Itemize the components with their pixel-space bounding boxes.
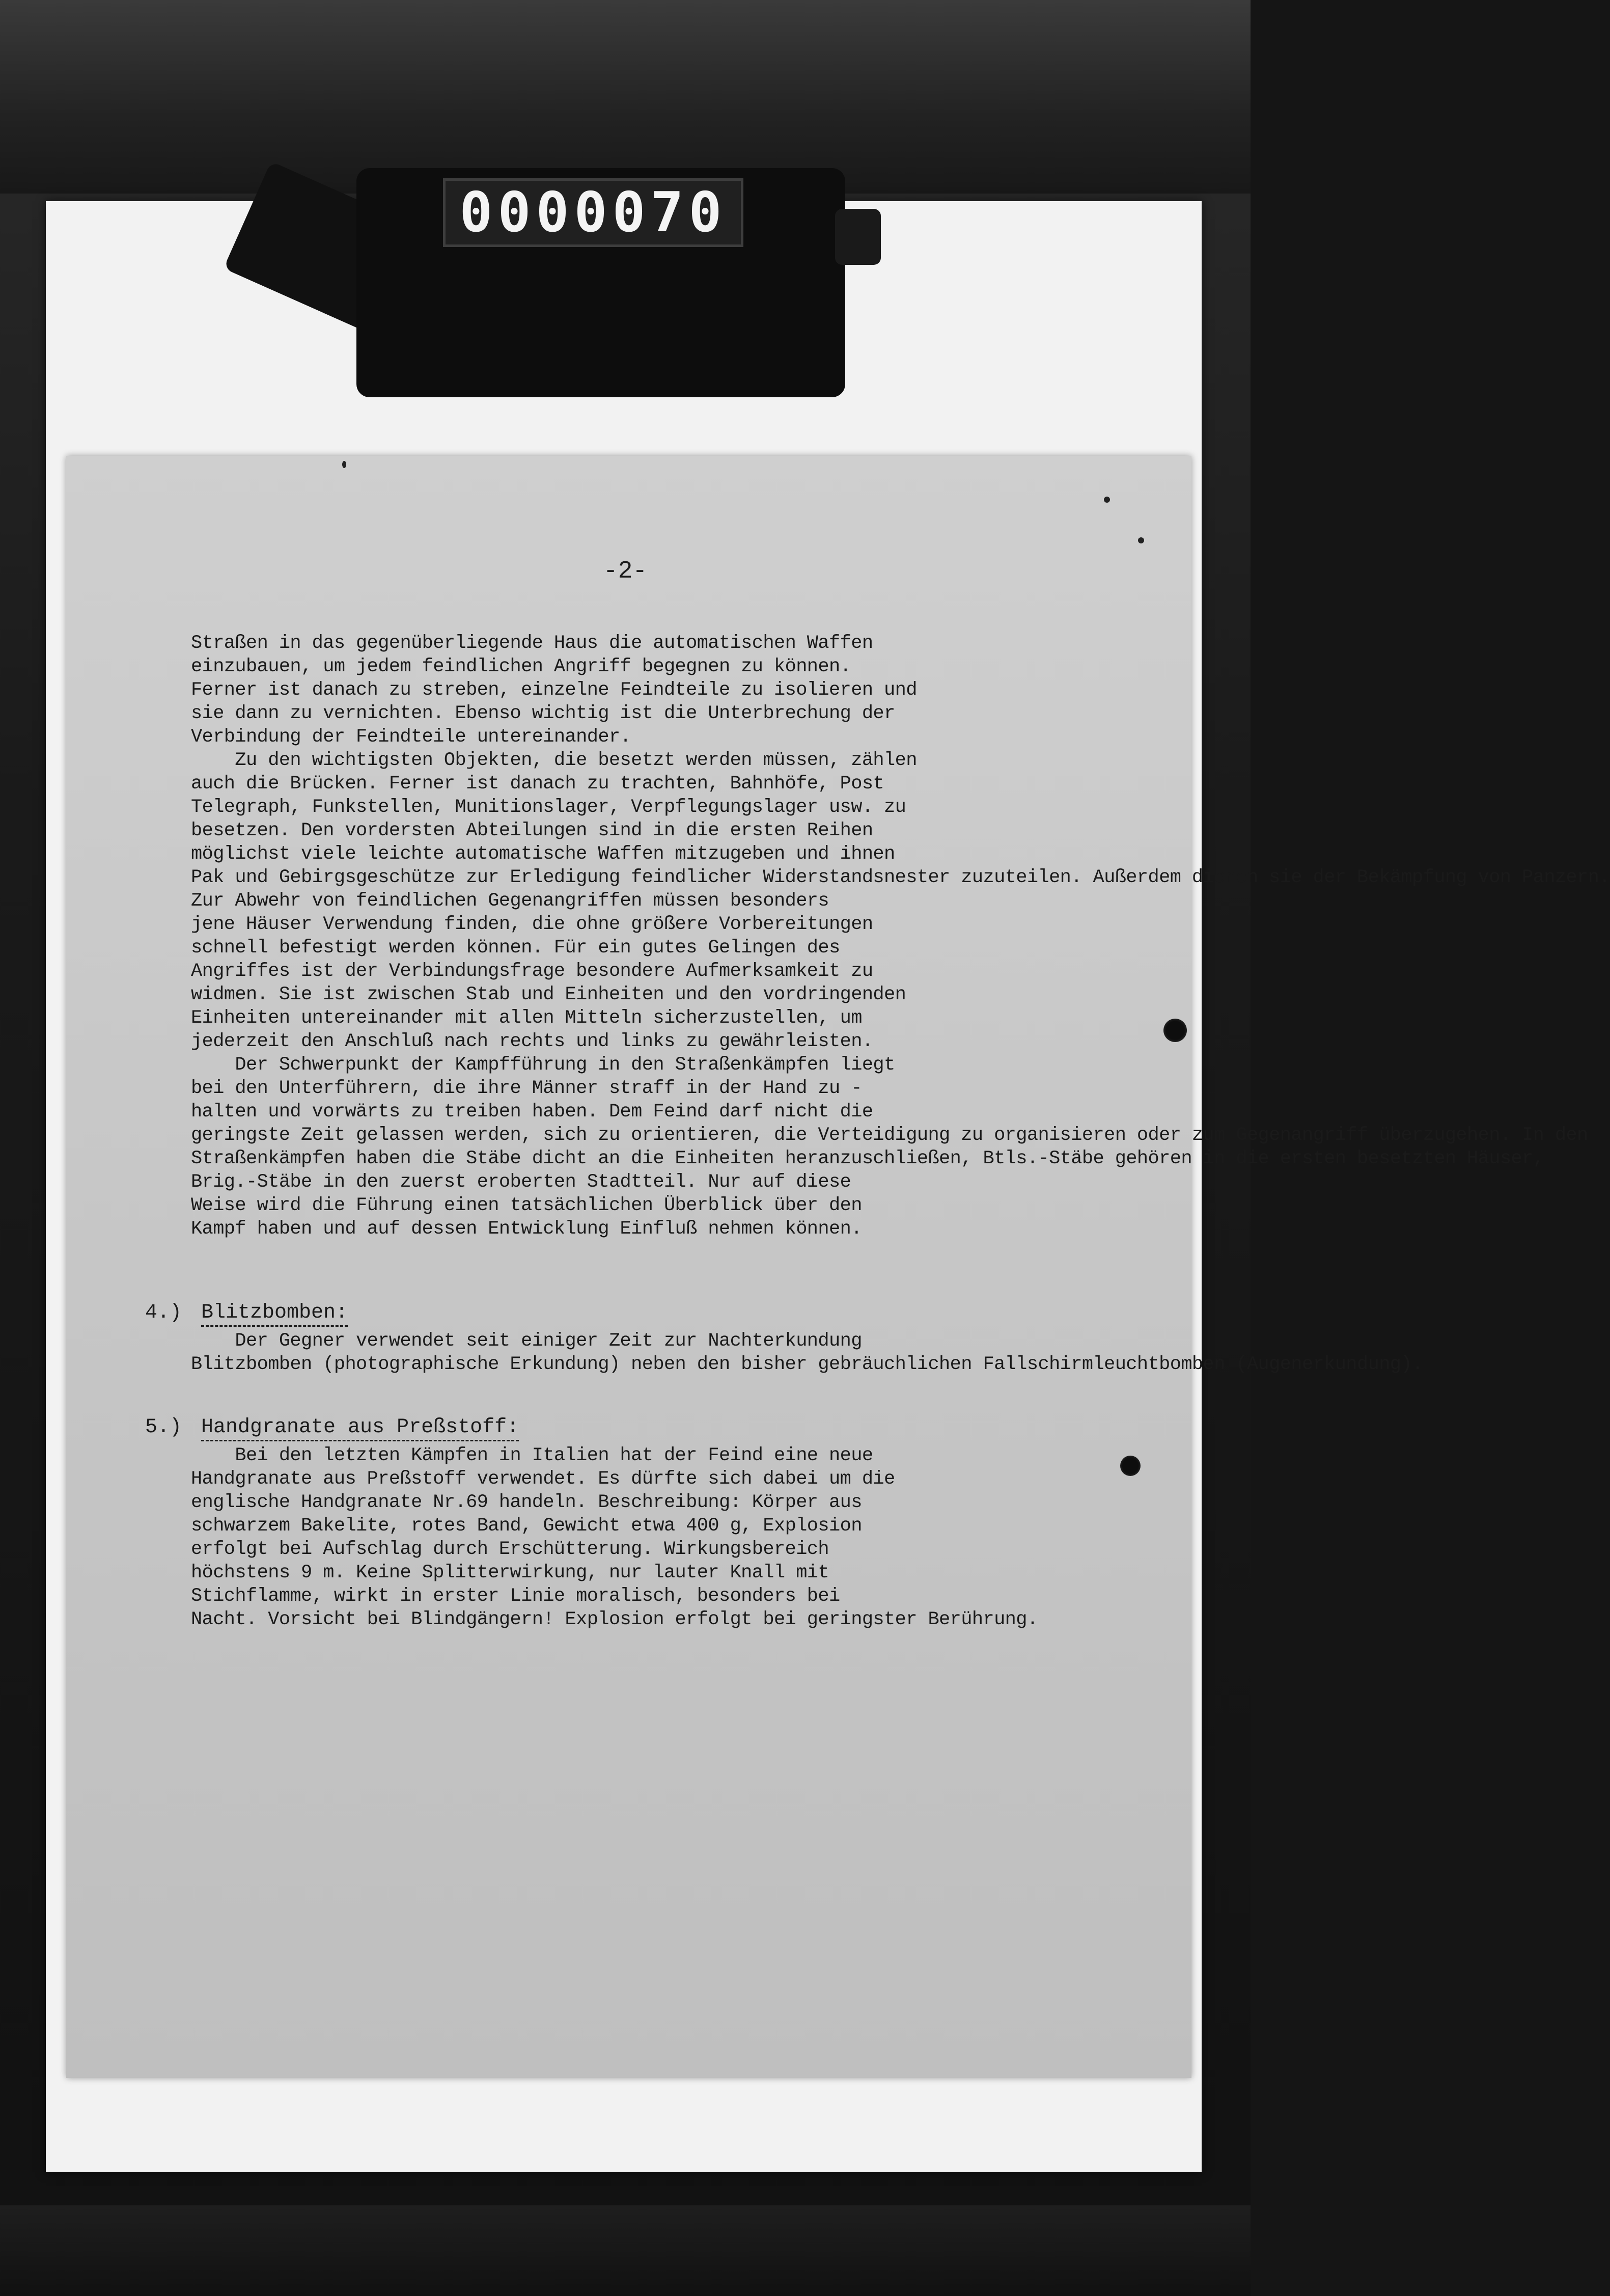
section-5-title: Handgranate aus Preßstoff: xyxy=(201,1416,519,1441)
speck xyxy=(1104,497,1110,503)
section-5-body: Bei den letzten Kämpfen in Italien hat der Feind eine neue Handgranate aus Preßstoff verwendet. Es dürfte sich dabei um die englische Handgranate Nr.69 handeln. Beschreibung: Körper aus schwarzem Bakelite, rotes Band, Gewicht etwa 400 g, Explosion erfolgt bei Aufschlag durch Erschütterung. Wirkungsbereich höchstens 9 m. Keine Splitterwirkung, nur lauter Knall mit Stichflamme, wirkt in erster Linie moralisch, besonders bei Nacht. Vorsicht bei Blindgängern! Explosion erfolgt bei geringster Berührung. xyxy=(191,1445,1038,1630)
body-paragraph-1: Straßen in das gegenüberliegende Haus die automatischen Waffen einzubauen, um jedem feindlichen Angriff begegnen zu können. Ferner ist danach zu streben, einzelne Feindteile zu isolieren und sie dann zu vernichten. Ebenso wichtig ist die Unterbrechung der Verbindung der Feindteile untereinander. Zu den wichtigsten Objekten, die besetzt werden müssen, zählen auch die Brücken. Ferner ist danach zu trachten, Bahnhöfe, Post Telegraph, Funkstellen, Munitionslager, Verpflegungslager usw. zu besetzen. Den vordersten Abteilungen sind in die ersten Reihen möglichst viele leichte automatische Waffen mitzugeben und ihnen Pak und Gebirgsgeschütze zur Erledigung feindlicher Widerstandsnester zuzuteilen. Außerdem dienen sie der Bekämpfung von Panzern. Zur Abwehr von feindlichen Gegenangriffen müssen besonders jene Häuser Verwendung finden, die ohne größere Vorbereitungen schnell befestigt werden können. Für ein gutes Gelingen des Angriffes ist der Verbindungsfrage besondere Aufmerksamkeit zu widmen. Sie ist zwischen Stab und Einheiten und den vordringenden Einheiten untereinander mit allen Mitteln sicherzustellen, um jederzeit den Anschluß nach rechts und links zu gewährleisten. Der Schwerpunkt der Kampfführung in den Straßenkämpfen liegt bei den Unterführern, die ihre Männer straff in der Hand zu - halten und vorwärts zu treiben haben. Dem Feind darf nicht die geringste Zeit gelassen werden, sich zu orientieren, die Verteidigung zu organisieren zum Gegenangriff überzugehen. In den Straßenkämpfen haben die Stäbe dicht an die Einheiten heranzuschließen, Btls.-Stäbe in die ersten besetzten Häuser, Brig.-Stäbe in den zuerst eroberten Stadtteil. Nur auf diese Weise wird die Führung einen tatsächlichen Überblick über den Kampf haben und auf dessen Entwicklung Einfluß nehmen können. xyxy=(191,633,1610,1240)
punch-hole xyxy=(1163,1019,1187,1042)
section-4-number: 4.) xyxy=(145,1301,182,1324)
section-4-title: Blitzbomben: xyxy=(201,1301,348,1327)
punch-hole xyxy=(1120,1456,1141,1476)
page-number: -2- xyxy=(603,558,648,585)
speck xyxy=(342,461,346,468)
section-4-body: Der Gegner verwendet seit einiger Zeit zur Nachterkundung Blitzbomben (photographische Erkundung) neben den bisher gebräuchlichen Fallschirmleuchtbomben (Augenerkundung). xyxy=(191,1330,1423,1375)
film-strip-top xyxy=(0,0,1251,194)
frame-counter: 0000070 xyxy=(443,178,743,247)
film-strip-bottom xyxy=(0,2205,1251,2296)
section-5-number: 5.) xyxy=(145,1416,182,1439)
speck xyxy=(1138,537,1144,543)
counter-knob xyxy=(835,209,881,265)
